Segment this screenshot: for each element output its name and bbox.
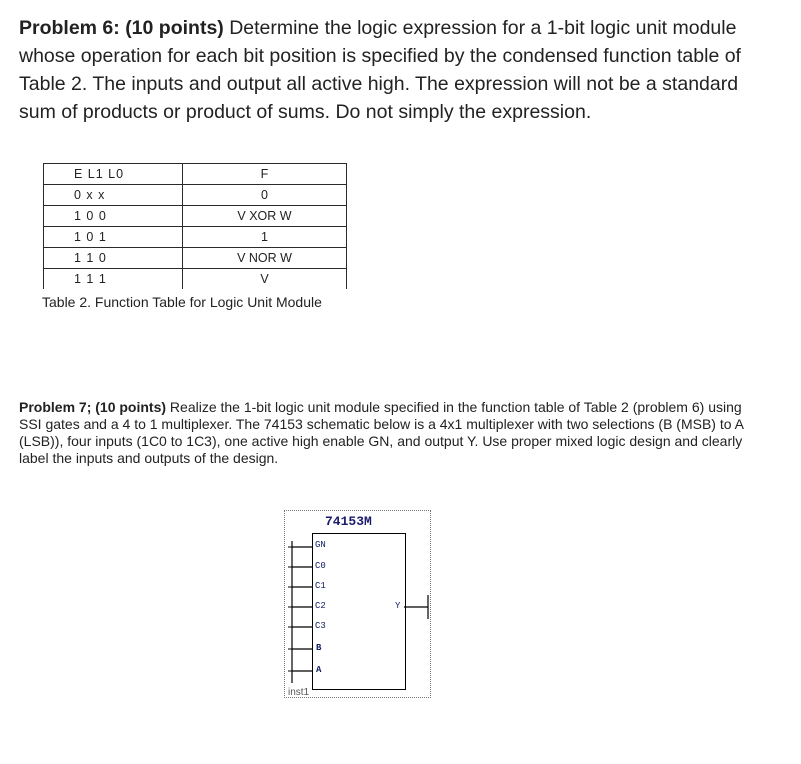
- row-output: V XOR W: [183, 206, 347, 227]
- row-inputs: 1 1 1: [44, 269, 183, 290]
- table-row: [44, 269, 347, 290]
- table-header-row: [44, 164, 347, 185]
- pin-label-b: B: [316, 643, 322, 653]
- problem-7-heading: Problem 7; (10 points): [19, 399, 167, 415]
- instance-label: inst1: [288, 687, 310, 698]
- problem-7-paragraph: [19, 399, 749, 467]
- table-row: [44, 248, 347, 269]
- row-output: V: [183, 269, 347, 290]
- problem-6-paragraph: [19, 14, 779, 126]
- row-output: 0: [183, 185, 347, 206]
- problem-6-heading: Problem 6: (10 points): [19, 17, 224, 39]
- pin-label-c3: C3: [315, 621, 326, 631]
- table-row: [44, 227, 347, 248]
- pin-label-y: Y: [395, 601, 401, 611]
- row-inputs: 1 0 0: [44, 206, 183, 227]
- table-row: [44, 206, 347, 227]
- pin-label-c2: C2: [315, 601, 326, 611]
- pin-label-gn: GN: [315, 540, 326, 550]
- function-table: [43, 163, 347, 289]
- problem-7-text: Realize the 1-bit logic unit module specified in the function table of Table 2 (problem 6) using SSI gates and a 4 to 1 multiplexer. The 74153 schematic below is a 4x1 multiplexer with two selections (B (MSB) to A (LSB)), four inputs (1C0 to 1C3), one active high enable GN, and output Y. Use proper mixed logic design and clearly label the inputs and outputs of the design.: [19, 399, 744, 466]
- pin-label-c0: C0: [315, 561, 326, 571]
- header-inputs: E L1 L0: [44, 164, 183, 185]
- row-inputs: 1 1 0: [44, 248, 183, 269]
- table-row: [44, 185, 347, 206]
- row-output: V NOR W: [183, 248, 347, 269]
- row-inputs: 0 x x: [44, 185, 183, 206]
- chip-title: 74153M: [325, 514, 372, 529]
- header-output: F: [183, 164, 347, 185]
- pin-label-a: A: [316, 665, 322, 675]
- schematic-wires: [284, 509, 432, 703]
- row-output: 1: [183, 227, 347, 248]
- problem-6-text: Determine the logic expression for a 1-bit logic unit module whose operation for each bit position is specified by the condensed function table of Table 2. The inputs and output all active high. The expression will not be a standard sum of products or product of sums. Do not simply the expression.: [19, 17, 741, 123]
- row-inputs: 1 0 1: [44, 227, 183, 248]
- table-caption: Table 2. Function Table for Logic Unit Module: [42, 294, 322, 310]
- pin-label-c1: C1: [315, 581, 326, 591]
